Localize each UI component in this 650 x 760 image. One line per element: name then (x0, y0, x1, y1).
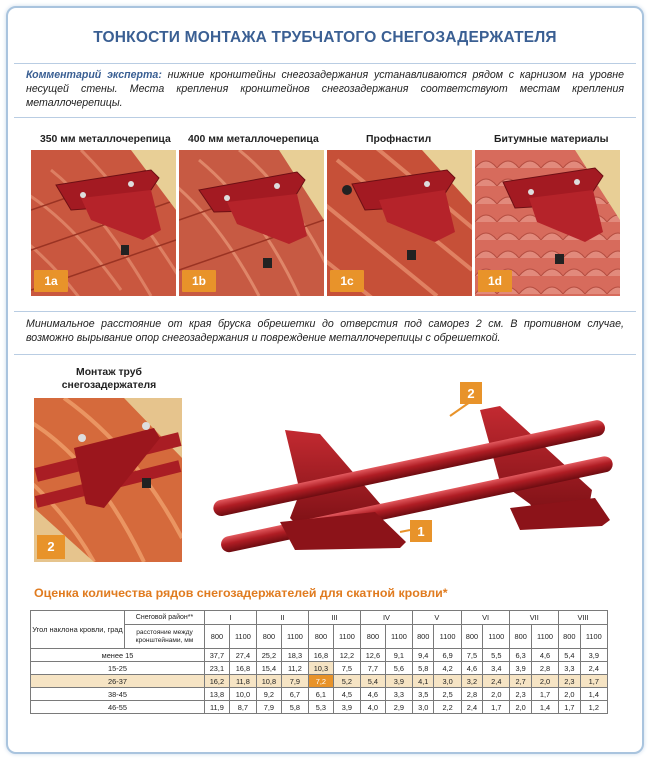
angle-cell: 46-55 (31, 701, 205, 714)
value-cell: 2,9 (385, 701, 412, 714)
roof-caption-1a: 350 мм металлочерепица (40, 134, 171, 145)
value-cell: 1,7 (559, 701, 580, 714)
spacing-800: 800 (413, 625, 434, 649)
value-cell: 8,7 (229, 701, 256, 714)
value-cell: 4,6 (361, 688, 386, 701)
value-cell: 1,7 (531, 688, 558, 701)
snow-guard-render (200, 372, 620, 572)
value-cell: 3,5 (413, 688, 434, 701)
spacing-800: 800 (461, 625, 482, 649)
roof-photo-1d (475, 150, 620, 296)
value-cell: 9,1 (385, 649, 412, 662)
table-row (31, 675, 608, 688)
value-cell: 2,8 (461, 688, 482, 701)
value-cell: 3,9 (385, 675, 412, 688)
value-cell: 7,5 (461, 649, 482, 662)
value-cell: 2,0 (483, 688, 510, 701)
region-header: I (205, 611, 257, 625)
value-cell: 7,9 (281, 675, 308, 688)
region-header: V (413, 611, 462, 625)
region-header: II (257, 611, 309, 625)
value-cell: 2,8 (531, 662, 558, 675)
spacing-1100: 1100 (333, 625, 360, 649)
spacing-800: 800 (205, 625, 230, 649)
value-cell: 7,9 (257, 701, 282, 714)
expert-comment-lead: Комментарий эксперта: (26, 69, 162, 81)
value-cell: 1,7 (483, 701, 510, 714)
value-cell: 9,2 (257, 688, 282, 701)
value-cell: 13,8 (205, 688, 230, 701)
value-cell: 7,5 (333, 662, 360, 675)
value-cell: 10,8 (257, 675, 282, 688)
value-cell: 3,0 (413, 701, 434, 714)
region-header: III (309, 611, 361, 625)
roof-photo-1b (179, 150, 324, 296)
table-body (31, 649, 608, 714)
value-cell: 37,7 (205, 649, 230, 662)
mount-label: 2 (37, 535, 65, 559)
page-title: ТОНКОСТИ МОНТАЖА ТРУБЧАТОГО СНЕГОЗАДЕРЖАТЕЛЯ (93, 29, 557, 46)
value-cell: 7,2 (309, 675, 334, 688)
value-cell: 2,3 (559, 675, 580, 688)
value-cell: 15,4 (257, 662, 282, 675)
value-cell: 5,8 (413, 662, 434, 675)
value-cell: 2,4 (483, 675, 510, 688)
roof-caption-1c: Профнастил (366, 134, 432, 145)
spacing-1100: 1100 (385, 625, 412, 649)
value-cell: 11,8 (229, 675, 256, 688)
angle-cell: 38-45 (31, 688, 205, 701)
value-cell: 5,4 (361, 675, 386, 688)
mount-caption (34, 366, 184, 392)
table-row (31, 688, 608, 701)
value-cell: 3,4 (483, 662, 510, 675)
value-cell: 2,3 (510, 688, 531, 701)
value-cell: 1,4 (531, 701, 558, 714)
value-cell: 2,0 (531, 675, 558, 688)
snow-region-header: Снеговой район** (125, 611, 205, 625)
value-cell: 4,2 (434, 662, 461, 675)
mount-photo (34, 398, 182, 562)
roof-caption-1d: Битумные материалы (494, 134, 609, 145)
value-cell: 3,3 (559, 662, 580, 675)
angle-cell: 26-37 (31, 675, 205, 688)
value-cell: 5,8 (281, 701, 308, 714)
value-cell: 3,9 (580, 649, 607, 662)
value-cell: 2,5 (434, 688, 461, 701)
value-cell: 3,9 (510, 662, 531, 675)
value-cell: 6,7 (281, 688, 308, 701)
value-cell: 2,4 (580, 662, 607, 675)
angle-header: Угол наклона кровли, град (31, 611, 125, 649)
value-cell: 5,3 (309, 701, 334, 714)
roof-photo-1a (31, 150, 176, 296)
value-cell: 5,2 (333, 675, 360, 688)
table-row (31, 662, 608, 675)
expert-comment (14, 63, 636, 118)
spacing-800: 800 (361, 625, 386, 649)
value-cell: 2,4 (461, 701, 482, 714)
roof-label-1d: 1d (478, 270, 512, 292)
region-header: VI (461, 611, 510, 625)
value-cell: 5,5 (483, 649, 510, 662)
value-cell: 16,8 (229, 662, 256, 675)
roof-caption-1b: 400 мм металлочерепица (188, 134, 319, 145)
value-cell: 16,2 (205, 675, 230, 688)
roof-label-1a: 1a (34, 270, 68, 292)
table-title: Оценка количества рядов снегозадержателей для скатной кровли* (34, 586, 448, 600)
mount-caption-line2: снегозадержателя (61, 380, 157, 391)
spacing-1100: 1100 (229, 625, 256, 649)
value-cell: 2,0 (559, 688, 580, 701)
value-cell: 27,4 (229, 649, 256, 662)
roof-label-1b: 1b (182, 270, 216, 292)
roof-photo-1c (327, 150, 472, 296)
spacing-800: 800 (257, 625, 282, 649)
table-row (31, 701, 608, 714)
value-cell: 12,2 (333, 649, 360, 662)
value-cell: 12,6 (361, 649, 386, 662)
region-header: IV (361, 611, 413, 625)
value-cell: 6,3 (510, 649, 531, 662)
value-cell: 3,3 (385, 688, 412, 701)
value-cell: 4,6 (461, 662, 482, 675)
angle-cell: 15-25 (31, 662, 205, 675)
region-header: VII (510, 611, 559, 625)
expert-comment-text: нижние кронштейны снегозадержания устанавливаются рядом с карнизом на уровне несущей стены. Места крепления кронштейнов снегозадержания соответствуют местам крепления металлочерепицы. (26, 69, 624, 109)
spacing-1100: 1100 (531, 625, 558, 649)
callout-2: 2 (467, 386, 475, 401)
roof-label-1c: 1c (330, 270, 364, 292)
value-cell: 1,7 (580, 675, 607, 688)
value-cell: 3,9 (333, 701, 360, 714)
value-cell: 1,2 (580, 701, 607, 714)
spacing-800: 800 (559, 625, 580, 649)
value-cell: 9,4 (413, 649, 434, 662)
value-cell: 10,0 (229, 688, 256, 701)
value-cell: 25,2 (257, 649, 282, 662)
value-cell: 10,3 (309, 662, 334, 675)
value-cell: 1,4 (580, 688, 607, 701)
spacing-1100: 1100 (281, 625, 308, 649)
value-cell: 7,7 (361, 662, 386, 675)
callout-1: 1 (417, 524, 425, 539)
value-cell: 16,8 (309, 649, 334, 662)
min-distance-note: Минимальное расстояние от края бруска обрешетки до отверстия под саморез 2 см. В противном случае, возможно вырывание опор снегозадержания и повреждение металлочерепицы с обрешеткой. (14, 311, 636, 355)
spacing-1100: 1100 (434, 625, 461, 649)
value-cell: 4,1 (413, 675, 434, 688)
value-cell: 11,2 (281, 662, 308, 675)
spacing-800: 800 (309, 625, 334, 649)
value-cell: 4,5 (333, 688, 360, 701)
snow-guard-rows-table (30, 610, 608, 714)
spacing-1100: 1100 (483, 625, 510, 649)
value-cell: 2,7 (510, 675, 531, 688)
spacing-1100: 1100 (580, 625, 607, 649)
value-cell: 6,9 (434, 649, 461, 662)
value-cell: 11,9 (205, 701, 230, 714)
mount-caption-line1: Монтаж труб (76, 367, 142, 378)
value-cell: 4,0 (361, 701, 386, 714)
value-cell: 5,6 (385, 662, 412, 675)
spacing-800: 800 (510, 625, 531, 649)
value-cell: 23,1 (205, 662, 230, 675)
value-cell: 2,2 (434, 701, 461, 714)
value-cell: 6,1 (309, 688, 334, 701)
value-cell: 2,0 (510, 701, 531, 714)
region-header: VIII (559, 611, 608, 625)
table-row (31, 649, 608, 662)
value-cell: 5,4 (559, 649, 580, 662)
value-cell: 18,3 (281, 649, 308, 662)
distance-header: расстояние между кронштейнами, мм (125, 625, 205, 649)
value-cell: 3,2 (461, 675, 482, 688)
value-cell: 3,0 (434, 675, 461, 688)
value-cell: 4,6 (531, 649, 558, 662)
angle-cell: менее 15 (31, 649, 205, 662)
